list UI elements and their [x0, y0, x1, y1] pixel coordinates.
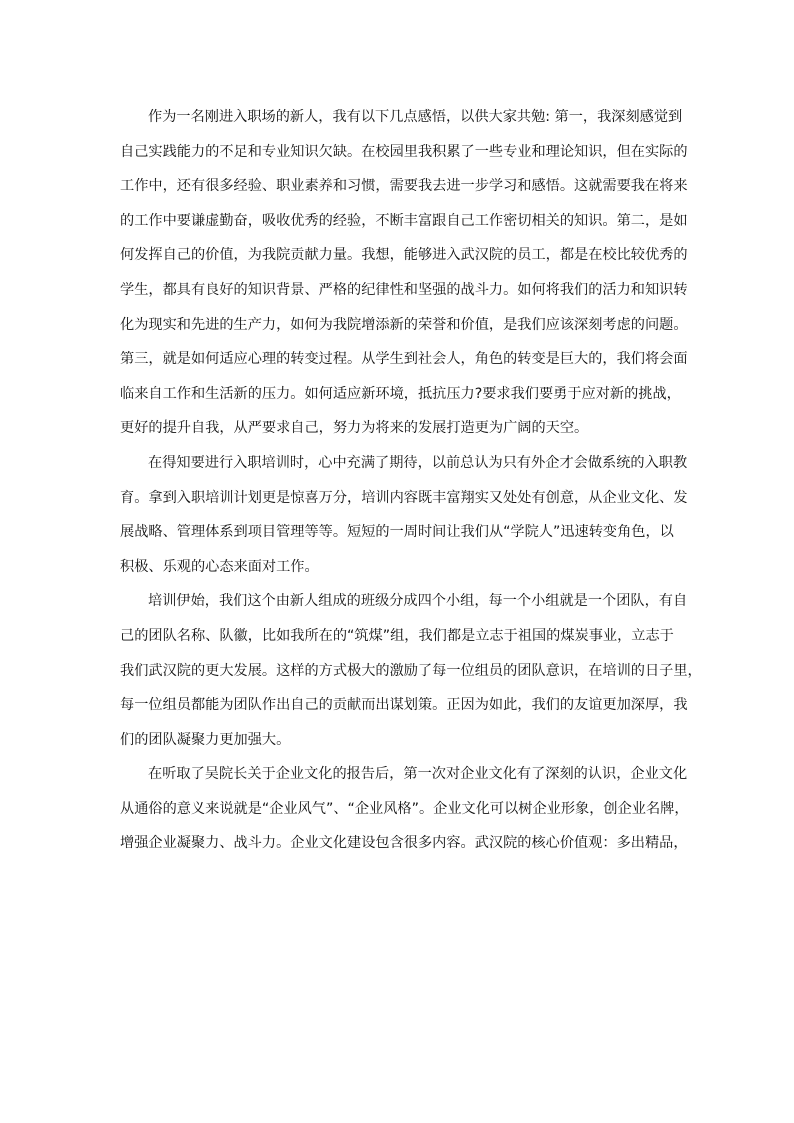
text-line: 展战略、管理体系到项目管理等等。短短的一周时间让我们从“学院人”迅速转变角色，以	[120, 524, 674, 541]
text-line: 增强企业凝聚力、战斗力。企业文化建设包含很多内容。武汉院的核心价值观：多出精品，	[120, 835, 688, 852]
text-line: 自己实践能力的不足和专业知识欠缺。在校园里我积累了一些专业和理论知识，但在实际的	[120, 143, 688, 160]
paragraph-2	[120, 446, 688, 584]
text-line: 化为现实和先进的生产力，如何为我院增添新的荣誉和价值，是我们应该深刻考虑的问题。	[120, 316, 688, 333]
text-line: 从通俗的意义来说就是“企业风气”、“企业风格”。企业文化可以树企业形象，创企业名牌，	[120, 800, 689, 817]
text-line: 在得知要进行入职培训时，心中充满了期待，以前总认为只有外企才会做系统的入职教	[148, 454, 688, 471]
paragraph-1	[120, 100, 688, 446]
text-line: 工作中，还有很多经验、职业素养和习惯，需要我去进一步学习和感悟。这就需要我在将来	[120, 178, 688, 195]
document-body	[120, 100, 702, 861]
text-line: 何发挥自己的价值，为我院贡献力量。我想，能够进入武汉院的员工，都是在校比较优秀的	[120, 247, 688, 264]
text-line: 作为一名刚进入职场的新人，我有以下几点感悟，以供大家共勉: 第一，我深刻感觉到	[148, 109, 683, 125]
text-line: 我们武汉院的更大发展。这样的方式极大的激励了每一位组员的团队意识，在培训的日子里，	[120, 662, 702, 679]
paragraph-4	[120, 757, 689, 861]
text-line: 每一位组员都能为团队作出自己的贡献而出谋划策。正因为如此，我们的友谊更加深厚，我	[120, 697, 688, 714]
text-line: 积极、乐观的心态来面对工作。	[120, 558, 319, 575]
text-line: 在听取了吴院长关于企业文化的报告后，第一次对企业文化有了深刻的认识，企业文化	[148, 766, 688, 783]
text-line: 育。拿到入职培训计划更是惊喜万分，培训内容既丰富翔实又处处有创意，从企业文化、发	[120, 489, 688, 506]
text-line: 己的团队名称、队徽，比如我所在的“筑煤”组，我们都是立志于祖国的煤炭事业，立志于	[120, 627, 674, 644]
text-line: 更好的提升自我，从严要求自己，努力为将来的发展打造更为广阔的天空。	[120, 420, 589, 437]
text-line: 第三，就是如何适应心理的转变过程。从学生到社会人，角色的转变是巨大的，我们将会面	[120, 351, 688, 368]
paragraph-3	[120, 584, 702, 757]
text-line: 临来自工作和生活新的压力。如何适应新环境，抵抗压力?要求我们要勇于应对新的挑战，	[120, 385, 681, 402]
text-line: 们的团队凝聚力更加强大。	[120, 731, 291, 748]
text-line: 学生，都具有良好的知识背景、严格的纪律性和坚强的战斗力。如何将我们的活力和知识转	[120, 281, 688, 298]
text-line: 的工作中要谦虚勤奋，吸收优秀的经验，不断丰富跟自己工作密切相关的知识。第二，是如	[120, 212, 688, 229]
text-line: 培训伊始，我们这个由新人组成的班级分成四个小组，每一个小组就是一个团队，有自	[148, 593, 688, 610]
